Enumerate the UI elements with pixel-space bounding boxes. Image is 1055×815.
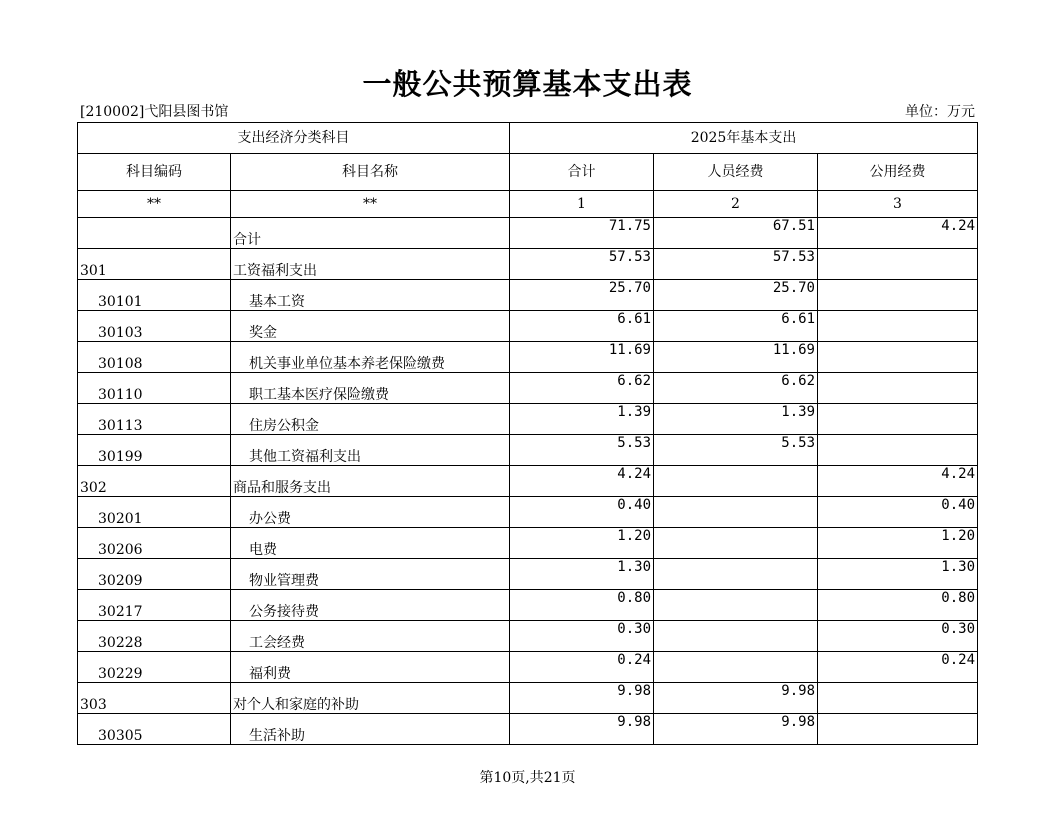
table-row <box>78 435 978 466</box>
cell-personnel: 6.62 <box>654 373 818 404</box>
cell-name: 物业管理费 <box>231 559 510 590</box>
index-total: 1 <box>510 191 654 218</box>
cell-total: 57.53 <box>510 249 654 280</box>
cell-code: 30113 <box>78 404 231 435</box>
cell-public: 0.40 <box>818 497 978 528</box>
cell-name: 住房公积金 <box>231 404 510 435</box>
cell-code: 30305 <box>78 714 231 745</box>
header-name: 科目名称 <box>231 154 510 191</box>
cell-code: 30110 <box>78 373 231 404</box>
index-code: ** <box>78 191 231 218</box>
cell-name: 对个人和家庭的补助 <box>231 683 510 714</box>
header-code: 科目编码 <box>78 154 231 191</box>
budget-table-body <box>78 123 978 745</box>
cell-name: 基本工资 <box>231 280 510 311</box>
cell-total: 1.20 <box>510 528 654 559</box>
cell-code: 30206 <box>78 528 231 559</box>
cell-public: 1.20 <box>818 528 978 559</box>
table-row <box>78 466 978 497</box>
table-row <box>78 683 978 714</box>
table-row <box>78 590 978 621</box>
cell-name: 办公费 <box>231 497 510 528</box>
cell-name: 工会经费 <box>231 621 510 652</box>
cell-personnel: 6.61 <box>654 311 818 342</box>
cell-code: 30229 <box>78 652 231 683</box>
cell-total: 6.61 <box>510 311 654 342</box>
table-row <box>78 652 978 683</box>
cell-total: 11.69 <box>510 342 654 373</box>
cell-total: 1.39 <box>510 404 654 435</box>
cell-total: 6.62 <box>510 373 654 404</box>
header-row-columns <box>78 154 978 191</box>
cell-public: 1.30 <box>818 559 978 590</box>
cell-personnel: 5.53 <box>654 435 818 466</box>
header-total: 合计 <box>510 154 654 191</box>
cell-public <box>818 311 978 342</box>
cell-personnel: 57.53 <box>654 249 818 280</box>
cell-name: 电费 <box>231 528 510 559</box>
cell-public <box>818 683 978 714</box>
cell-public: 0.24 <box>818 652 978 683</box>
cell-personnel: 11.69 <box>654 342 818 373</box>
cell-name: 职工基本医疗保险缴费 <box>231 373 510 404</box>
cell-name: 奖金 <box>231 311 510 342</box>
cell-code <box>78 218 231 249</box>
cell-name: 工资福利支出 <box>231 249 510 280</box>
cell-code: 30101 <box>78 280 231 311</box>
cell-code: 30209 <box>78 559 231 590</box>
cell-public <box>818 714 978 745</box>
cell-total: 0.30 <box>510 621 654 652</box>
cell-name: 公务接待费 <box>231 590 510 621</box>
header-row-index <box>78 191 978 218</box>
cell-personnel: 1.39 <box>654 404 818 435</box>
header-economic-classification: 支出经济分类科目 <box>78 123 510 154</box>
cell-public: 0.30 <box>818 621 978 652</box>
page-number: 第10页,共21页 <box>479 770 576 786</box>
cell-total: 71.75 <box>510 218 654 249</box>
cell-total: 9.98 <box>510 714 654 745</box>
cell-name: 商品和服务支出 <box>231 466 510 497</box>
table-row <box>78 249 978 280</box>
cell-total: 0.24 <box>510 652 654 683</box>
cell-personnel: 9.98 <box>654 683 818 714</box>
index-personnel: 2 <box>654 191 818 218</box>
table-row <box>78 280 978 311</box>
cell-total: 25.70 <box>510 280 654 311</box>
cell-personnel <box>654 590 818 621</box>
header-row-group <box>78 123 978 154</box>
unit-label: 单位：万元 <box>905 104 975 120</box>
cell-total: 1.30 <box>510 559 654 590</box>
cell-public: 0.80 <box>818 590 978 621</box>
cell-code: 30228 <box>78 621 231 652</box>
cell-public <box>818 435 978 466</box>
cell-personnel <box>654 466 818 497</box>
index-name: ** <box>231 191 510 218</box>
cell-personnel <box>654 621 818 652</box>
cell-personnel: 9.98 <box>654 714 818 745</box>
cell-public: 4.24 <box>818 218 978 249</box>
cell-code: 30217 <box>78 590 231 621</box>
cell-code: 30201 <box>78 497 231 528</box>
cell-total: 5.53 <box>510 435 654 466</box>
cell-public <box>818 249 978 280</box>
table-row <box>78 559 978 590</box>
cell-personnel <box>654 652 818 683</box>
table-row <box>78 621 978 652</box>
cell-name: 机关事业单位基本养老保险缴费 <box>231 342 510 373</box>
cell-total: 9.98 <box>510 683 654 714</box>
cell-code: 302 <box>78 466 231 497</box>
cell-personnel: 67.51 <box>654 218 818 249</box>
table-row <box>78 311 978 342</box>
cell-personnel: 25.70 <box>654 280 818 311</box>
cell-public <box>818 404 978 435</box>
cell-total: 0.40 <box>510 497 654 528</box>
cell-name: 福利费 <box>231 652 510 683</box>
cell-public: 4.24 <box>818 466 978 497</box>
cell-code: 30103 <box>78 311 231 342</box>
page-title: 一般公共预算基本支出表 <box>362 67 693 101</box>
cell-personnel <box>654 497 818 528</box>
cell-public <box>818 373 978 404</box>
header-basic-expenditure: 2025年基本支出 <box>510 123 978 154</box>
cell-public <box>818 280 978 311</box>
organization-label: [210002]弋阳县图书馆 <box>80 104 229 120</box>
cell-code: 301 <box>78 249 231 280</box>
table-row <box>78 714 978 745</box>
cell-total: 0.80 <box>510 590 654 621</box>
table-row <box>78 528 978 559</box>
index-public: 3 <box>818 191 978 218</box>
cell-personnel <box>654 559 818 590</box>
cell-code: 303 <box>78 683 231 714</box>
table-row <box>78 342 978 373</box>
cell-personnel <box>654 528 818 559</box>
header-public: 公用经费 <box>818 154 978 191</box>
cell-code: 30108 <box>78 342 231 373</box>
cell-total: 4.24 <box>510 466 654 497</box>
cell-name: 合计 <box>231 218 510 249</box>
cell-public <box>818 342 978 373</box>
budget-table <box>77 122 978 745</box>
table-row <box>78 373 978 404</box>
cell-name: 其他工资福利支出 <box>231 435 510 466</box>
table-row <box>78 218 978 249</box>
table-row <box>78 497 978 528</box>
header-personnel: 人员经费 <box>654 154 818 191</box>
cell-name: 生活补助 <box>231 714 510 745</box>
table-row <box>78 404 978 435</box>
cell-code: 30199 <box>78 435 231 466</box>
